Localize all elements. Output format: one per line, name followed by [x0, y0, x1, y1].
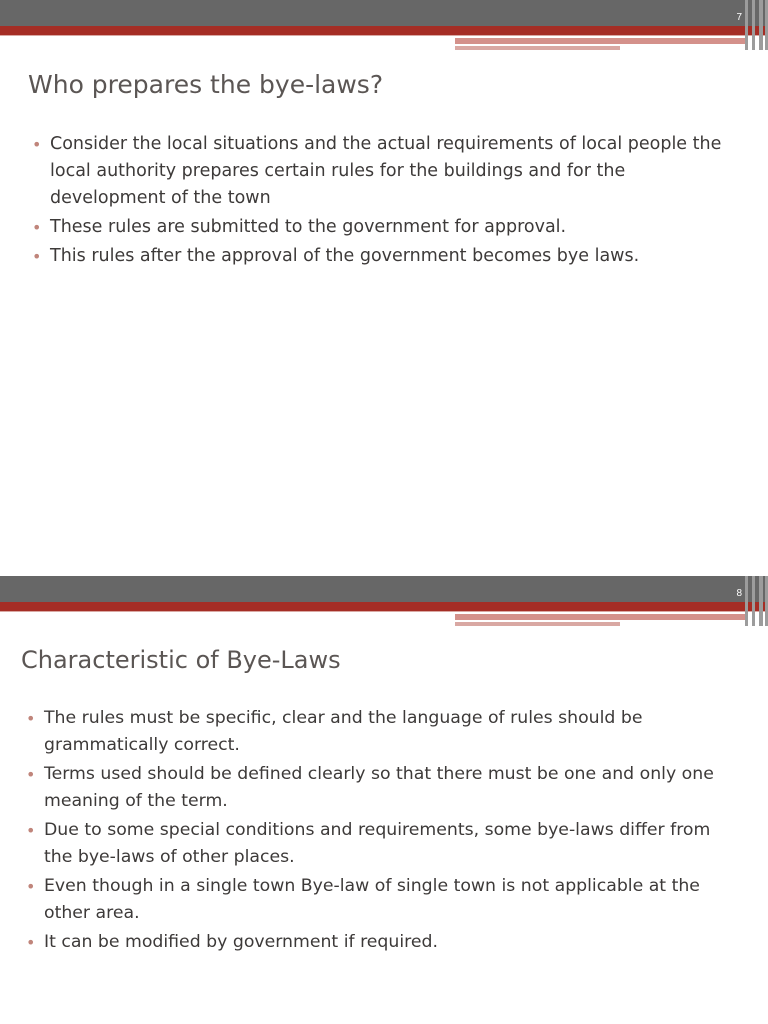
slide-title: Characteristic of Bye-Laws [21, 646, 341, 674]
header-bar [0, 0, 768, 26]
bullet-text: Consider the local situations and the actual requirements of local people the local authority prepares certain rules for the buildings and for the development of the town [50, 134, 722, 208]
header-divider [0, 35, 768, 36]
header-pink-bar [455, 614, 745, 620]
header-stripe [759, 576, 763, 626]
bullet-text: The rules must be specific, clear and the language of rules should be grammatically correct. [44, 708, 643, 755]
bullet-text: Due to some special conditions and requirements, some bye-laws differ from the bye-laws of other places. [44, 820, 711, 867]
header-accent-bar [0, 602, 768, 611]
list-item [26, 873, 726, 927]
page-number: 7 [736, 12, 742, 23]
header-stripe [752, 0, 755, 50]
bullet-text: Terms used should be defined clearly so that there must be one and only one meaning of the term. [44, 764, 714, 811]
header-bar [0, 576, 768, 602]
header-stripe [752, 576, 755, 626]
list-item [32, 131, 732, 212]
bullet-icon: • [32, 247, 42, 266]
slide-title: Who prepares the bye-laws? [28, 70, 384, 99]
slide-8 [0, 576, 768, 1024]
header-stripe [745, 576, 748, 626]
bullet-list [32, 131, 732, 272]
list-item [32, 214, 732, 241]
bullet-icon: • [32, 218, 42, 237]
header-pink-bar-short [455, 46, 620, 50]
header-pink-bar [455, 38, 745, 44]
list-item [26, 761, 726, 815]
list-item [26, 817, 726, 871]
header-divider [0, 611, 768, 612]
header-stripe [745, 0, 748, 50]
bullet-icon: • [26, 821, 36, 840]
bullet-text: It can be modified by government if required. [44, 932, 438, 952]
header-stripe [759, 0, 763, 50]
bullet-icon: • [26, 933, 36, 952]
bullet-text: Even though in a single town Bye-law of single town is not applicable at the other area. [44, 876, 700, 923]
bullet-icon: • [26, 877, 36, 896]
header-accent-bar [0, 26, 768, 35]
bullet-list [26, 705, 726, 958]
bullet-text: These rules are submitted to the government for approval. [50, 217, 567, 237]
list-item [26, 929, 726, 956]
list-item [32, 243, 732, 270]
bullet-icon: • [32, 135, 42, 154]
list-item [26, 705, 726, 759]
bullet-icon: • [26, 709, 36, 728]
bullet-text: This rules after the approval of the government becomes bye laws. [50, 246, 640, 266]
page-number: 8 [736, 588, 742, 599]
header-pink-bar-short [455, 622, 620, 626]
bullet-icon: • [26, 765, 36, 784]
